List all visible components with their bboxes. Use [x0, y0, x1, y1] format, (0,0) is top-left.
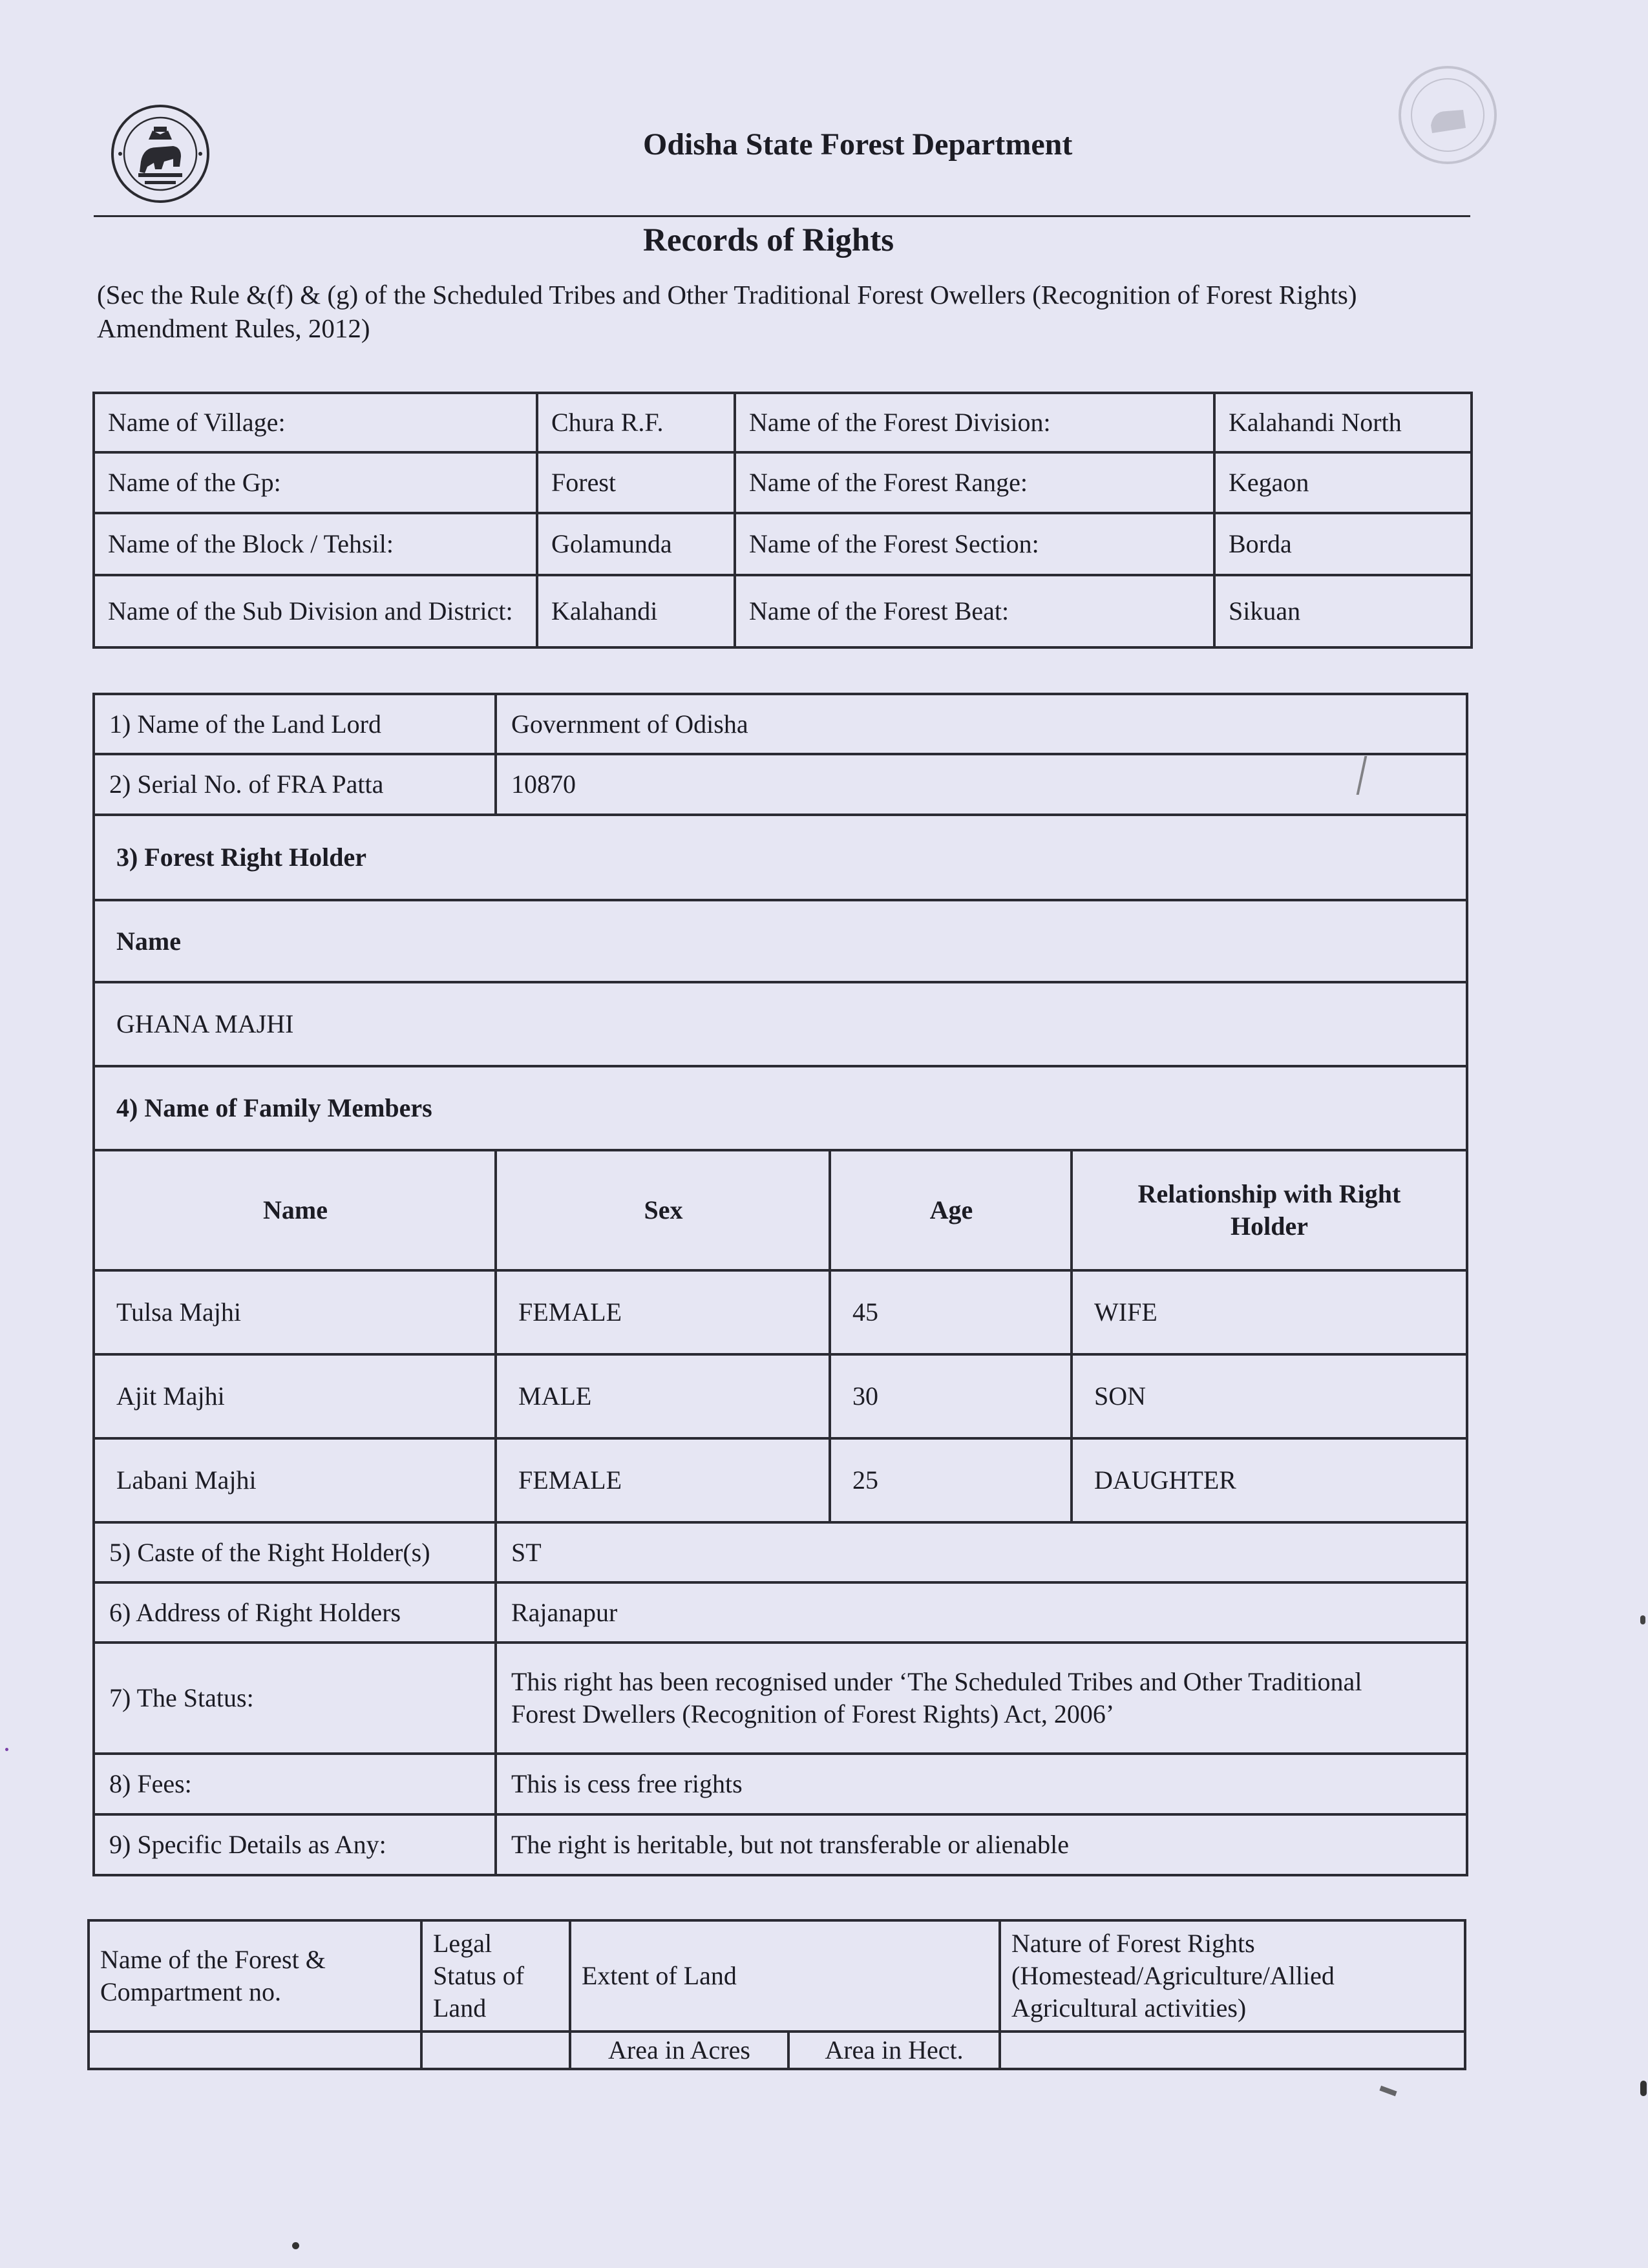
member-age: 25: [830, 1438, 1072, 1522]
landlord-label: 1) Name of the Land Lord: [94, 694, 496, 754]
table-row: [94, 1522, 1467, 1582]
family-col-sex: Sex: [496, 1150, 830, 1270]
department-name: Odisha State Forest Department: [643, 127, 1073, 162]
forest-beat-label: Name of the Forest Beat:: [735, 575, 1214, 647]
address-value: Rajanapur: [496, 1582, 1467, 1643]
serial-label: 2) Serial No. of FRA Patta: [94, 754, 496, 815]
area-hect-label: Area in Hect.: [788, 2032, 1000, 2069]
gp-label: Name of the Gp:: [94, 452, 537, 513]
holder-name-label: Name: [94, 900, 1467, 982]
land-table: [87, 1919, 1466, 2070]
caste-label: 5) Caste of the Right Holder(s): [94, 1522, 496, 1582]
land-col-forest: Name of the Forest & Compartment no.: [89, 1920, 421, 2032]
land-subheader-row: [89, 2032, 1465, 2069]
table-row: [94, 982, 1467, 1066]
member-sex: FEMALE: [496, 1438, 830, 1522]
subdivision-value: Kalahandi: [537, 575, 735, 647]
fees-label: 8) Fees:: [94, 1754, 496, 1814]
status-line-2: Forest Dwellers (Recognition of Forest Rights) Act, 2006’: [511, 1699, 1115, 1728]
document-title: Records of Rights: [643, 222, 894, 258]
family-header-row: [94, 1150, 1467, 1270]
village-value: Chura R.F.: [537, 393, 735, 452]
stray-mark: [292, 2242, 299, 2249]
details-label: 9) Specific Details as Any:: [94, 1814, 496, 1875]
holder-heading: 3) Forest Right Holder: [94, 815, 1467, 900]
block-value: Golamunda: [537, 513, 735, 575]
table-row: [94, 900, 1467, 982]
member-name: Tulsa Majhi: [94, 1270, 496, 1354]
table-row: [94, 754, 1467, 815]
table-row: [94, 1438, 1467, 1522]
status-label: 7) The Status:: [94, 1643, 496, 1754]
document-subtitle: (Sec the Rule &(f) & (g) of the Scheduled Tribes and Other Traditional Forest Owellers (Recognition of Forest Rights) Amendment Rules, 2012): [97, 280, 1357, 343]
block-label: Name of the Block / Tehsil:: [94, 513, 537, 575]
forest-division-value: Kalahandi North: [1214, 393, 1472, 452]
land-header-row: [89, 1920, 1465, 2032]
subdivision-label: Name of the Sub Division and District:: [94, 575, 537, 647]
member-relation: SON: [1072, 1354, 1467, 1438]
land-col-extent: Extent of Land: [570, 1920, 1000, 2032]
family-col-age: Age: [830, 1150, 1072, 1270]
stray-mark: [1640, 1615, 1645, 1624]
table-row: [94, 393, 1472, 452]
land-empty-cell: [1000, 2032, 1465, 2069]
holder-name: GHANA MAJHI: [94, 982, 1467, 1066]
table-row: [94, 694, 1467, 754]
status-value: [496, 1643, 1467, 1754]
state-emblem-icon: [109, 102, 212, 205]
member-name: Labani Majhi: [94, 1438, 496, 1522]
family-col-name: Name: [94, 1150, 496, 1270]
member-sex: FEMALE: [496, 1270, 830, 1354]
forest-section-label: Name of the Forest Section:: [735, 513, 1214, 575]
member-age: 30: [830, 1354, 1072, 1438]
table-row: [94, 575, 1472, 647]
village-label: Name of Village:: [94, 393, 537, 452]
member-age: 45: [830, 1270, 1072, 1354]
family-col-relationship: Relationship with Right Holder: [1072, 1150, 1467, 1270]
land-empty-cell: [421, 2032, 570, 2069]
forest-range-value: Kegaon: [1214, 452, 1472, 513]
landlord-value: Government of Odisha: [496, 694, 1467, 754]
table-row: [94, 452, 1472, 513]
table-row: [94, 1814, 1467, 1875]
forest-division-label: Name of the Forest Division:: [735, 393, 1214, 452]
member-relation: WIFE: [1072, 1270, 1467, 1354]
table-row: [94, 513, 1472, 575]
serial-value: 10870: [496, 754, 1467, 815]
location-table: [92, 392, 1473, 649]
title-rule: [94, 215, 1470, 217]
details-value: The right is heritable, but not transferable or alienable: [496, 1814, 1467, 1875]
area-acres-label: Area in Acres: [570, 2032, 788, 2069]
forest-section-value: Borda: [1214, 513, 1472, 575]
member-name: Ajit Majhi: [94, 1354, 496, 1438]
table-row: [94, 1582, 1467, 1643]
member-sex: MALE: [496, 1354, 830, 1438]
table-row: [94, 1643, 1467, 1754]
land-col-nature: Nature of Forest Rights (Homestead/Agriculture/Allied Agricultural activities): [1000, 1920, 1465, 2032]
member-relation: DAUGHTER: [1072, 1438, 1467, 1522]
stray-mark: [1379, 2086, 1397, 2096]
table-row: [94, 1354, 1467, 1438]
caste-value: ST: [496, 1522, 1467, 1582]
gp-value: Forest: [537, 452, 735, 513]
table-row: [94, 1066, 1467, 1150]
table-row: [94, 1754, 1467, 1814]
stray-mark: [1640, 2081, 1647, 2096]
fees-value: This is cess free rights: [496, 1754, 1467, 1814]
status-line-1: This right has been recognised under ‘The Scheduled Tribes and Other Traditional: [511, 1667, 1362, 1696]
bleed-through-emblem-icon: [1396, 63, 1499, 167]
forest-beat-value: Sikuan: [1214, 575, 1472, 647]
forest-range-label: Name of the Forest Range:: [735, 452, 1214, 513]
land-col-legal: Legal Status of Land: [421, 1920, 570, 2032]
address-label: 6) Address of Right Holders: [94, 1582, 496, 1643]
stray-mark: [5, 1748, 8, 1751]
land-empty-cell: [89, 2032, 421, 2069]
family-heading: 4) Name of Family Members: [94, 1066, 1467, 1150]
table-row: [94, 815, 1467, 900]
table-row: [94, 1270, 1467, 1354]
record-table: [92, 693, 1468, 1876]
